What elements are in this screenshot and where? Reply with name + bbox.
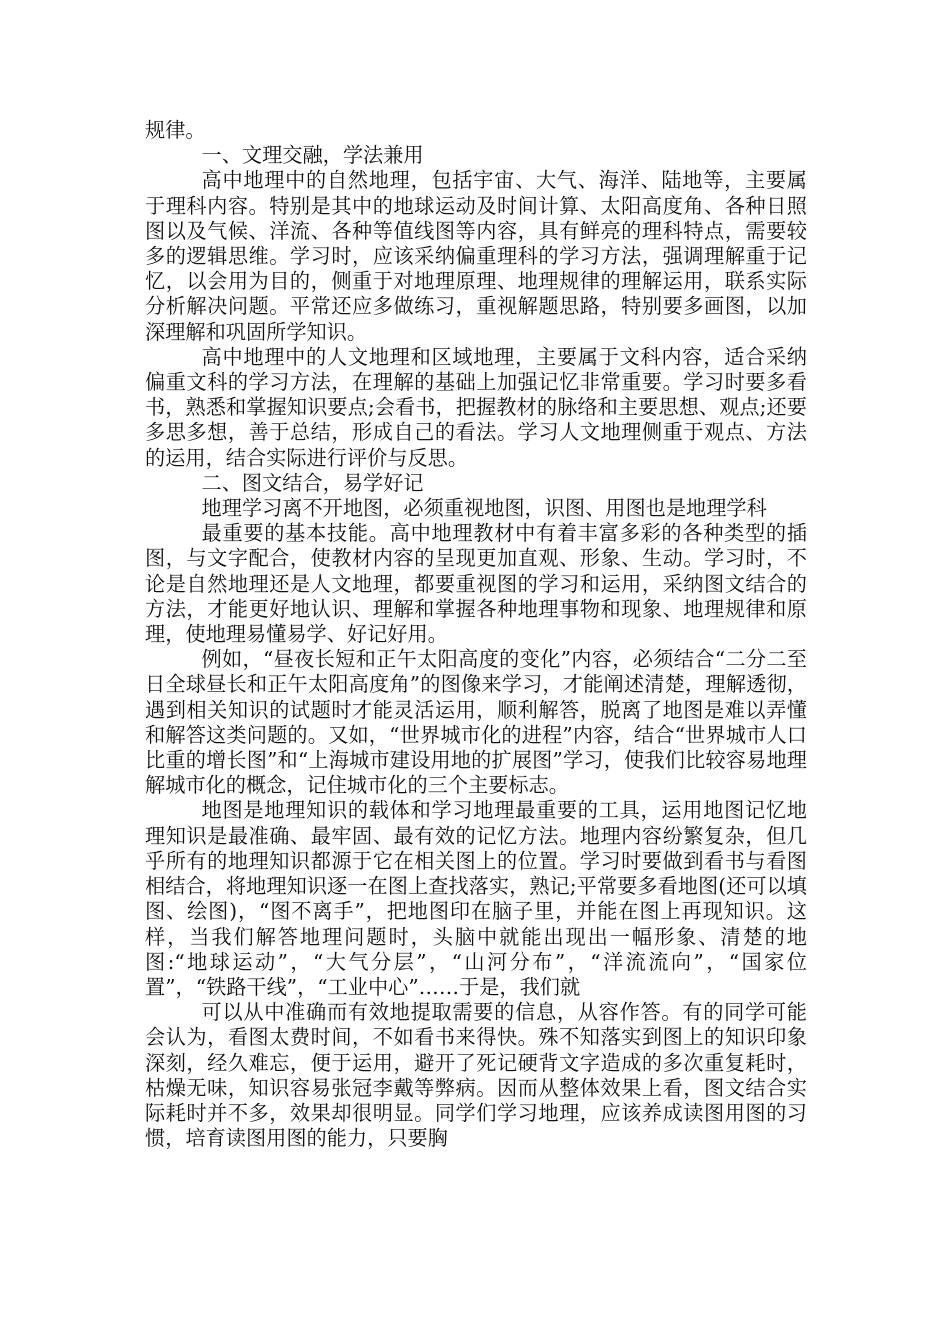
paragraph-continuation: 规律。 — [145, 118, 206, 142]
document-body — [145, 118, 807, 1151]
paragraph-conclusion: 可以从中准确而有效地提取需要的信息，从容作答。有的同学可能会认为，看图太费时间，不如看书来得快。殊不知落实到图上的知识印象深刻，经久难忘，便于运用，避开了死记硬背文字造成的多次重复耗时，枯燥无味，知识容易张冠李戴等弊病。因而从整体效果上看，图文结合实际耗时并不多，效果却很明显。同学们学习地理，应该养成读图用图的习惯，培育读图用图的能力，只要胸 — [145, 1000, 807, 1151]
paragraph-human-geography: 高中地理中的人文地理和区域地理，主要属于文科内容，适合采纳偏重文科的学习方法，在理解的基础上加强记忆非常重要。学习时要多看书，熟悉和掌握知识要点;会看书，把握教材的脉络和主要思想、观点;还要多思多想，善于总结，形成自己的看法。学习人文地理侧重于观点、方法的运用，结合实际进行评价与反思。 — [145, 344, 807, 470]
paragraph-map-importance: 地理学习离不开地图，必须重视地图，识图、用图也是地理学科 — [201, 496, 767, 521]
paragraph-map-memory: 地图是地理知识的载体和学习地理最重要的工具，运用地图记忆地理知识是最准确、最牢固、最有效的记忆方法。地理内容纷繁复杂，但几乎所有的地理知识都源于它在相关图上的位置。学习时要做到看书与看图相结合，将地理知识逐一在图上查找落实，熟记;平常要多看地图(还可以填图、绘图)，“图不离手”，把地图印在脑子里，并能在图上再现知识。这样，当我们解答地理问题时，头脑中就能出现出一幅形象、清楚的地图:“地球运动”，“大气分层”，“山河分布”，“洋流流向”，“国家位置”，“铁路干线”，“工业中心”……于是，我们就 — [145, 798, 807, 999]
section-heading-2: 二、图文结合，易学好记 — [201, 470, 424, 495]
paragraph-basic-skills: 最重要的基本技能。高中地理教材中有着丰富多彩的各种类型的插图，与文字配合，使教材内容的呈现更加直观、形象、生动。学习时，不论是自然地理还是人文地理，都要重视图的学习和运用，采纳图文结合的方法，才能更好地认识、理解和掌握各种地理事物和现象、地理规律和原理，使地理易懂易学、好记好用。 — [145, 521, 807, 647]
paragraph-physical-geography: 高中地理中的自然地理，包括宇宙、大气、海洋、陆地等，主要属于理科内容。特别是其中的地球运动及时间计算、太阳高度角、各种日照图以及气候、洋流、各种等值线图等内容，具有鲜亮的理科特点，需要较多的逻辑思维。学习时，应该采纳偏重理科的学习方法，强调理解重于记忆，以会用为目的，侧重于对地理原理、地理规律的理解运用，联系实际分析解决问题。平常还应多做练习，重视解题思路，特别要多画图，以加深理解和巩固所学知识。 — [145, 168, 807, 344]
paragraph-example: 例如，“昼夜长短和正午太阳高度的变化”内容，必须结合“二分二至日全球昼长和正午太阳高度角”的图像来学习，才能阐述清楚，理解透彻，遇到相关知识的试题时才能灵活运用，顺利解答，脱离了地图是难以弄懂和解答这类问题的。又如，“世界城市化的进程”内容，结合“世界城市人口比重的增长图”和“上海城市建设用地的扩展图”学习，使我们比较容易地理解城市化的概念，记住城市化的三个主要标志。 — [145, 647, 807, 798]
section-heading-1: 一、文理交融，学法兼用 — [201, 143, 424, 168]
